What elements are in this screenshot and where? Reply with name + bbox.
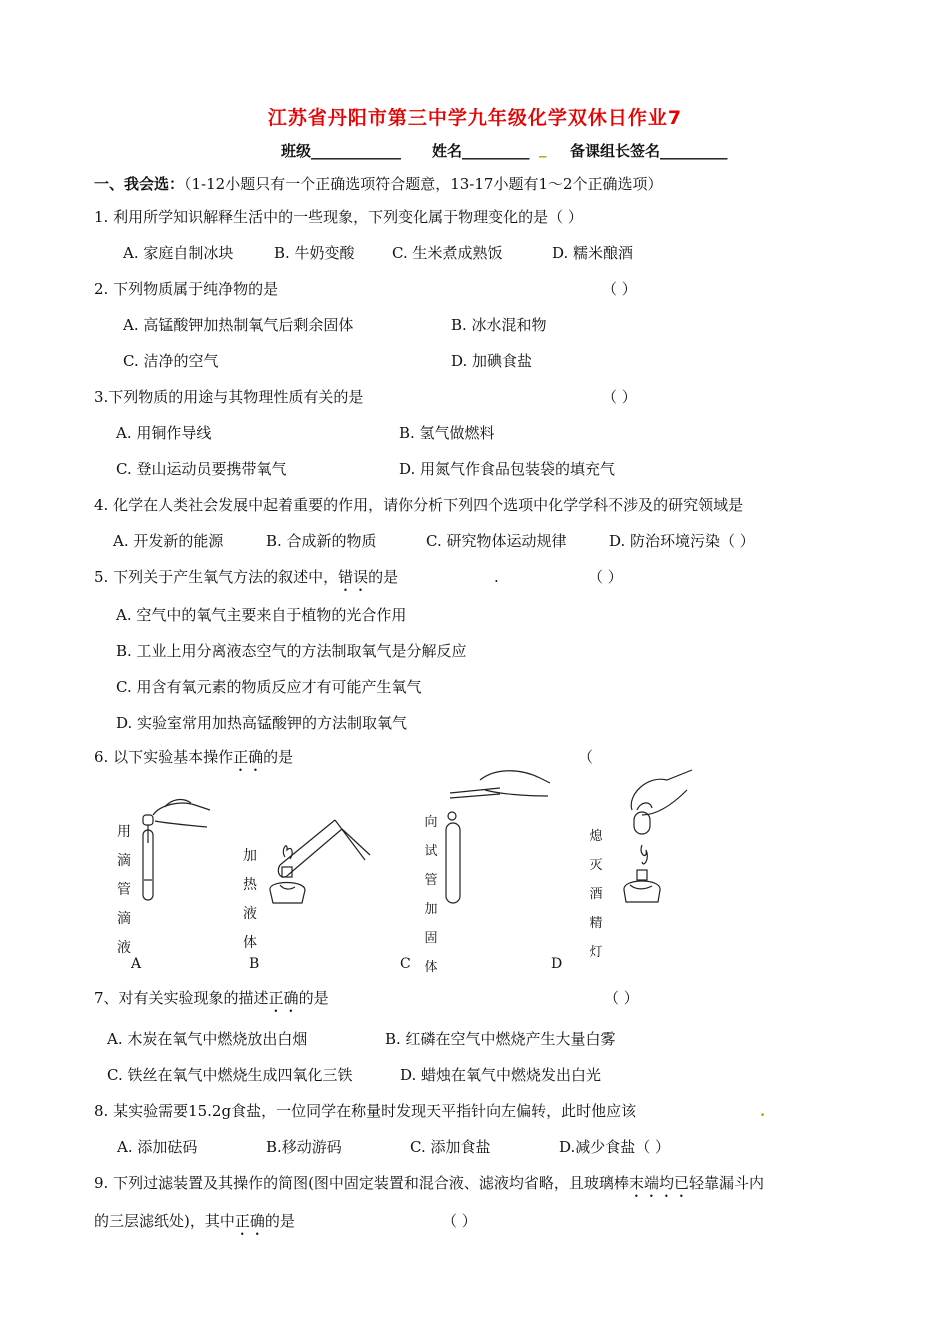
q5-stem bbox=[94, 567, 398, 595]
group-leader-signature-label: 备课组长签名_________ bbox=[570, 142, 728, 160]
q6-stem bbox=[94, 747, 293, 775]
name-field-label: 姓名_________ bbox=[432, 142, 530, 160]
q6-stem-post: 的是 bbox=[263, 748, 294, 766]
figure-d-letter: D bbox=[551, 956, 563, 972]
q4-option-d: D. 防治环境污染（ ） bbox=[609, 532, 755, 550]
q3-stem: 3.下列物质的用途与其物理性质有关的是 bbox=[94, 388, 364, 406]
q9-stem-line1 bbox=[94, 1173, 764, 1201]
q2-option-c: C. 洁净的空气 bbox=[123, 352, 219, 370]
figure-c-caption: 向试管加固体 bbox=[424, 815, 438, 975]
q2-option-d: D. 加碘食盐 bbox=[451, 352, 533, 370]
q6-stem-pre: 6. 以下实验基本操作 bbox=[94, 748, 234, 766]
figure-b-caption: 加热液体 bbox=[243, 848, 257, 951]
q1-option-c: C. 生米煮成熟饭 bbox=[392, 244, 503, 262]
page-title: 江苏省丹阳市第三中学九年级化学双休日作业7 bbox=[267, 107, 683, 129]
q5-stem-pre: 5. 下列关于产生氧气方法的叙述中， bbox=[94, 568, 339, 586]
q5-dot-mark: . bbox=[494, 568, 499, 586]
figure-b-heating-illustration bbox=[260, 795, 370, 910]
q9-answer-paren: （ ） bbox=[442, 1212, 477, 1230]
q7-option-c: C. 铁丝在氧气中燃烧生成四氧化三铁 bbox=[107, 1066, 353, 1084]
q9-line2-pre: 的三层滤纸处)，其中 bbox=[94, 1212, 235, 1230]
q3-answer-paren: （ ） bbox=[602, 388, 637, 406]
q3-option-d: D. 用氮气作食品包装袋的填充气 bbox=[399, 460, 616, 478]
q5-stem-emphasis: 错误 bbox=[338, 568, 369, 586]
q4-stem: 4. 化学在人类社会发展中起着重要的作用，请你分析下列四个选项中化学学科不涉及的研究领域是 bbox=[94, 496, 744, 514]
figure-a-dropper-illustration bbox=[135, 785, 215, 910]
q5-option-d: D. 实验室常用加热高锰酸钾的方法制取氧气 bbox=[116, 714, 408, 732]
q5-option-b: B. 工业上用分离液态空气的方法制取氧气是分解反应 bbox=[116, 642, 467, 660]
q9-line2-emphasis: 正确 bbox=[234, 1212, 265, 1230]
figure-a-letter: A bbox=[131, 956, 142, 972]
q8-dot-mark: . bbox=[760, 1102, 766, 1120]
figure-a-caption: 用滴管滴液 bbox=[117, 824, 131, 956]
q3-option-a: A. 用铜作导线 bbox=[116, 424, 212, 442]
q5-option-a: A. 空气中的氧气主要来自于植物的光合作用 bbox=[116, 606, 407, 624]
class-field-label: 班级____________ bbox=[281, 142, 402, 160]
q7-option-b: B. 红磷在空气中燃烧产生大量白雾 bbox=[385, 1030, 616, 1048]
q1-stem: 1. 利用所学知识解释生活中的一些现象，下列变化属于物理变化的是（ ） bbox=[94, 208, 583, 226]
q7-stem bbox=[94, 988, 329, 1016]
section-title: 一、我会选： bbox=[94, 175, 185, 193]
q8-option-b: B.移动游码 bbox=[266, 1138, 342, 1156]
figure-c-test-tube-illustration bbox=[440, 768, 550, 908]
q8-option-c: C. 添加食盐 bbox=[410, 1138, 491, 1156]
q8-option-a: A. 添加砝码 bbox=[117, 1138, 198, 1156]
figure-c-letter: C bbox=[400, 956, 411, 972]
q6-stem-emphasis: 正确 bbox=[233, 748, 264, 766]
figure-d-alcohol-lamp-illustration bbox=[612, 770, 702, 905]
q7-stem-post: 的是 bbox=[298, 989, 329, 1007]
q7-answer-paren: （ ） bbox=[604, 989, 639, 1007]
q9-line1-pre: 9. 下列过滤装置及其操作的简图(图中固定装置和混合液、滤液均省略，且玻璃棒 bbox=[94, 1174, 629, 1192]
q5-stem-post: 的是 bbox=[368, 568, 399, 586]
q8-stem: 8. 某实验需要15.2g食盐，一位同学在称量时发现天平指针向左偏转，此时他应该 bbox=[94, 1102, 637, 1120]
q9-line1-emphasis: 末端均已 bbox=[628, 1174, 689, 1192]
q7-stem-emphasis: 正确 bbox=[268, 989, 299, 1007]
q6-answer-paren: （ bbox=[578, 748, 594, 766]
q4-option-a: A. 开发新的能源 bbox=[113, 532, 224, 550]
q5-answer-paren: （ ） bbox=[588, 568, 623, 586]
q4-option-c: C. 研究物体运动规律 bbox=[426, 532, 567, 550]
q2-stem: 2. 下列物质属于纯净物的是 bbox=[94, 280, 279, 298]
q9-line2-post: 的是 bbox=[264, 1212, 295, 1230]
q9-stem-line2 bbox=[94, 1211, 295, 1239]
q2-option-b: B. 冰水混和物 bbox=[451, 316, 547, 334]
q2-answer-paren: （ ） bbox=[602, 280, 637, 298]
q2-option-a: A. 高锰酸钾加热制氧气后剩余固体 bbox=[123, 316, 354, 334]
q7-option-a: A. 木炭在氧气中燃烧放出白烟 bbox=[107, 1030, 308, 1048]
q4-option-b: B. 合成新的物质 bbox=[266, 532, 377, 550]
q7-option-d: D. 蜡烛在氧气中燃烧发出白光 bbox=[400, 1066, 602, 1084]
q8-option-d: D.减少食盐（ ） bbox=[559, 1138, 671, 1156]
q1-option-b: B. 牛奶变酸 bbox=[274, 244, 355, 262]
name-field-suffix: _ bbox=[539, 140, 547, 158]
section-heading bbox=[94, 174, 663, 194]
q5-option-c: C. 用含有氧元素的物质反应才有可能产生氧气 bbox=[116, 678, 422, 696]
figure-b-letter: B bbox=[249, 956, 260, 972]
q1-option-d: D. 糯米酿酒 bbox=[552, 244, 634, 262]
q9-line1-post: 轻靠漏斗内 bbox=[688, 1174, 764, 1192]
section-note: （1-12小题只有一个正确选项符合题意，13-17小题有1～2个正确选项） bbox=[184, 175, 663, 193]
q1-option-a: A. 家庭自制冰块 bbox=[123, 244, 234, 262]
q3-option-b: B. 氢气做燃料 bbox=[399, 424, 495, 442]
q3-option-c: C. 登山运动员要携带氧气 bbox=[116, 460, 287, 478]
q7-stem-pre: 7、对有关实验现象的描述 bbox=[94, 989, 269, 1007]
figure-d-caption: 熄灭酒精灯 bbox=[589, 829, 603, 960]
